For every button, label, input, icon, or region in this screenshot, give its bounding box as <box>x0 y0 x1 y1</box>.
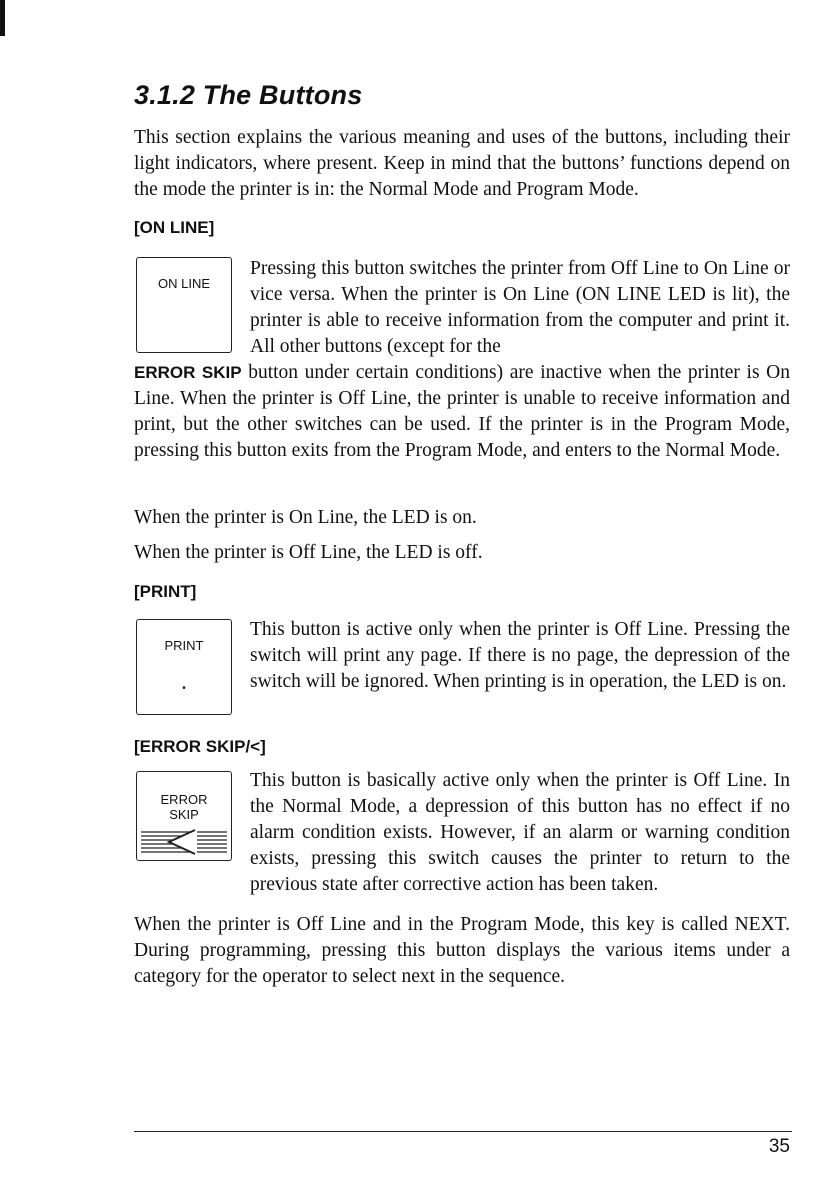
online-paragraph-b <box>134 360 790 464</box>
errorskip-paragraph-b: When the printer is Off Line and in the Program Mode, this key is called NEXT. During programming, pressing this button displays the various items under a category for the operator to select next in the sequence. <box>134 914 790 987</box>
errorskip-text: This button is basically active only when the printer is Off Line. In the Normal Mode, a depression of this button has no effect if no alarm condition exists. However, if an alarm or warning condition exists, pressing this switch causes the printer to return to the previous state after corrective action has been taken. <box>250 770 790 895</box>
errorskip-paragraph-a <box>250 768 790 898</box>
online-note-off: When the printer is Off Line, the LED is off. <box>134 542 483 563</box>
online-key-label: ON LINE <box>157 276 210 291</box>
errorskip-key-line2: SKIP <box>169 807 199 822</box>
error-skip-term: ERROR SKIP <box>134 363 242 382</box>
page-number: 35 <box>768 1136 790 1157</box>
errorskip-key-line1: ERROR <box>160 792 208 807</box>
print-key-illustration <box>136 619 232 715</box>
scan-edge-mark <box>0 0 5 36</box>
errorskip-key-illustration <box>136 771 232 861</box>
online-text-a: Pressing this button switches the printer from Off Line to On Line or vice versa. When the printer is On Line (ON LINE LED is lit), the printer is able to receive information from the computer and print it. All other buttons (except for the <box>250 258 790 357</box>
print-key-label: PRINT <box>164 638 204 653</box>
online-text-b: button under certain conditions) are inactive when the printer is On Line. When the printer is Off Line, the printer is unable to receive information and print, but the other switches can be used. If the printer is in the Program Mode, pressing this button exits from the Program Mode, and enters to the Normal Mode. <box>134 362 791 461</box>
online-key-illustration <box>136 257 232 353</box>
intro-paragraph: This section explains the various meaning and uses of the buttons, including their light indicators, where present. Keep in mind that the buttons’ functions depend on the mode the printer is in: the Normal Mode and Program Mode. <box>134 127 790 200</box>
print-paragraph: This button is active only when the printer is Off Line. Pressing the switch will print any page. If there is no page, the depression of the switch will be ignored. When printing is in operation, the LED is on. <box>250 619 790 692</box>
arrow-left-icon <box>139 826 229 856</box>
led-dot-icon: • <box>182 683 186 694</box>
online-heading: [ON LINE] <box>134 218 215 237</box>
online-note-on: When the printer is On Line, the LED is on. <box>134 507 477 528</box>
footer-rule <box>134 1131 792 1132</box>
section-title: 3.1.2 The Buttons <box>134 80 363 110</box>
print-heading: [PRINT] <box>134 582 197 601</box>
online-paragraph-a <box>250 256 790 360</box>
errorskip-heading: [ERROR SKIP/<] <box>134 737 266 756</box>
